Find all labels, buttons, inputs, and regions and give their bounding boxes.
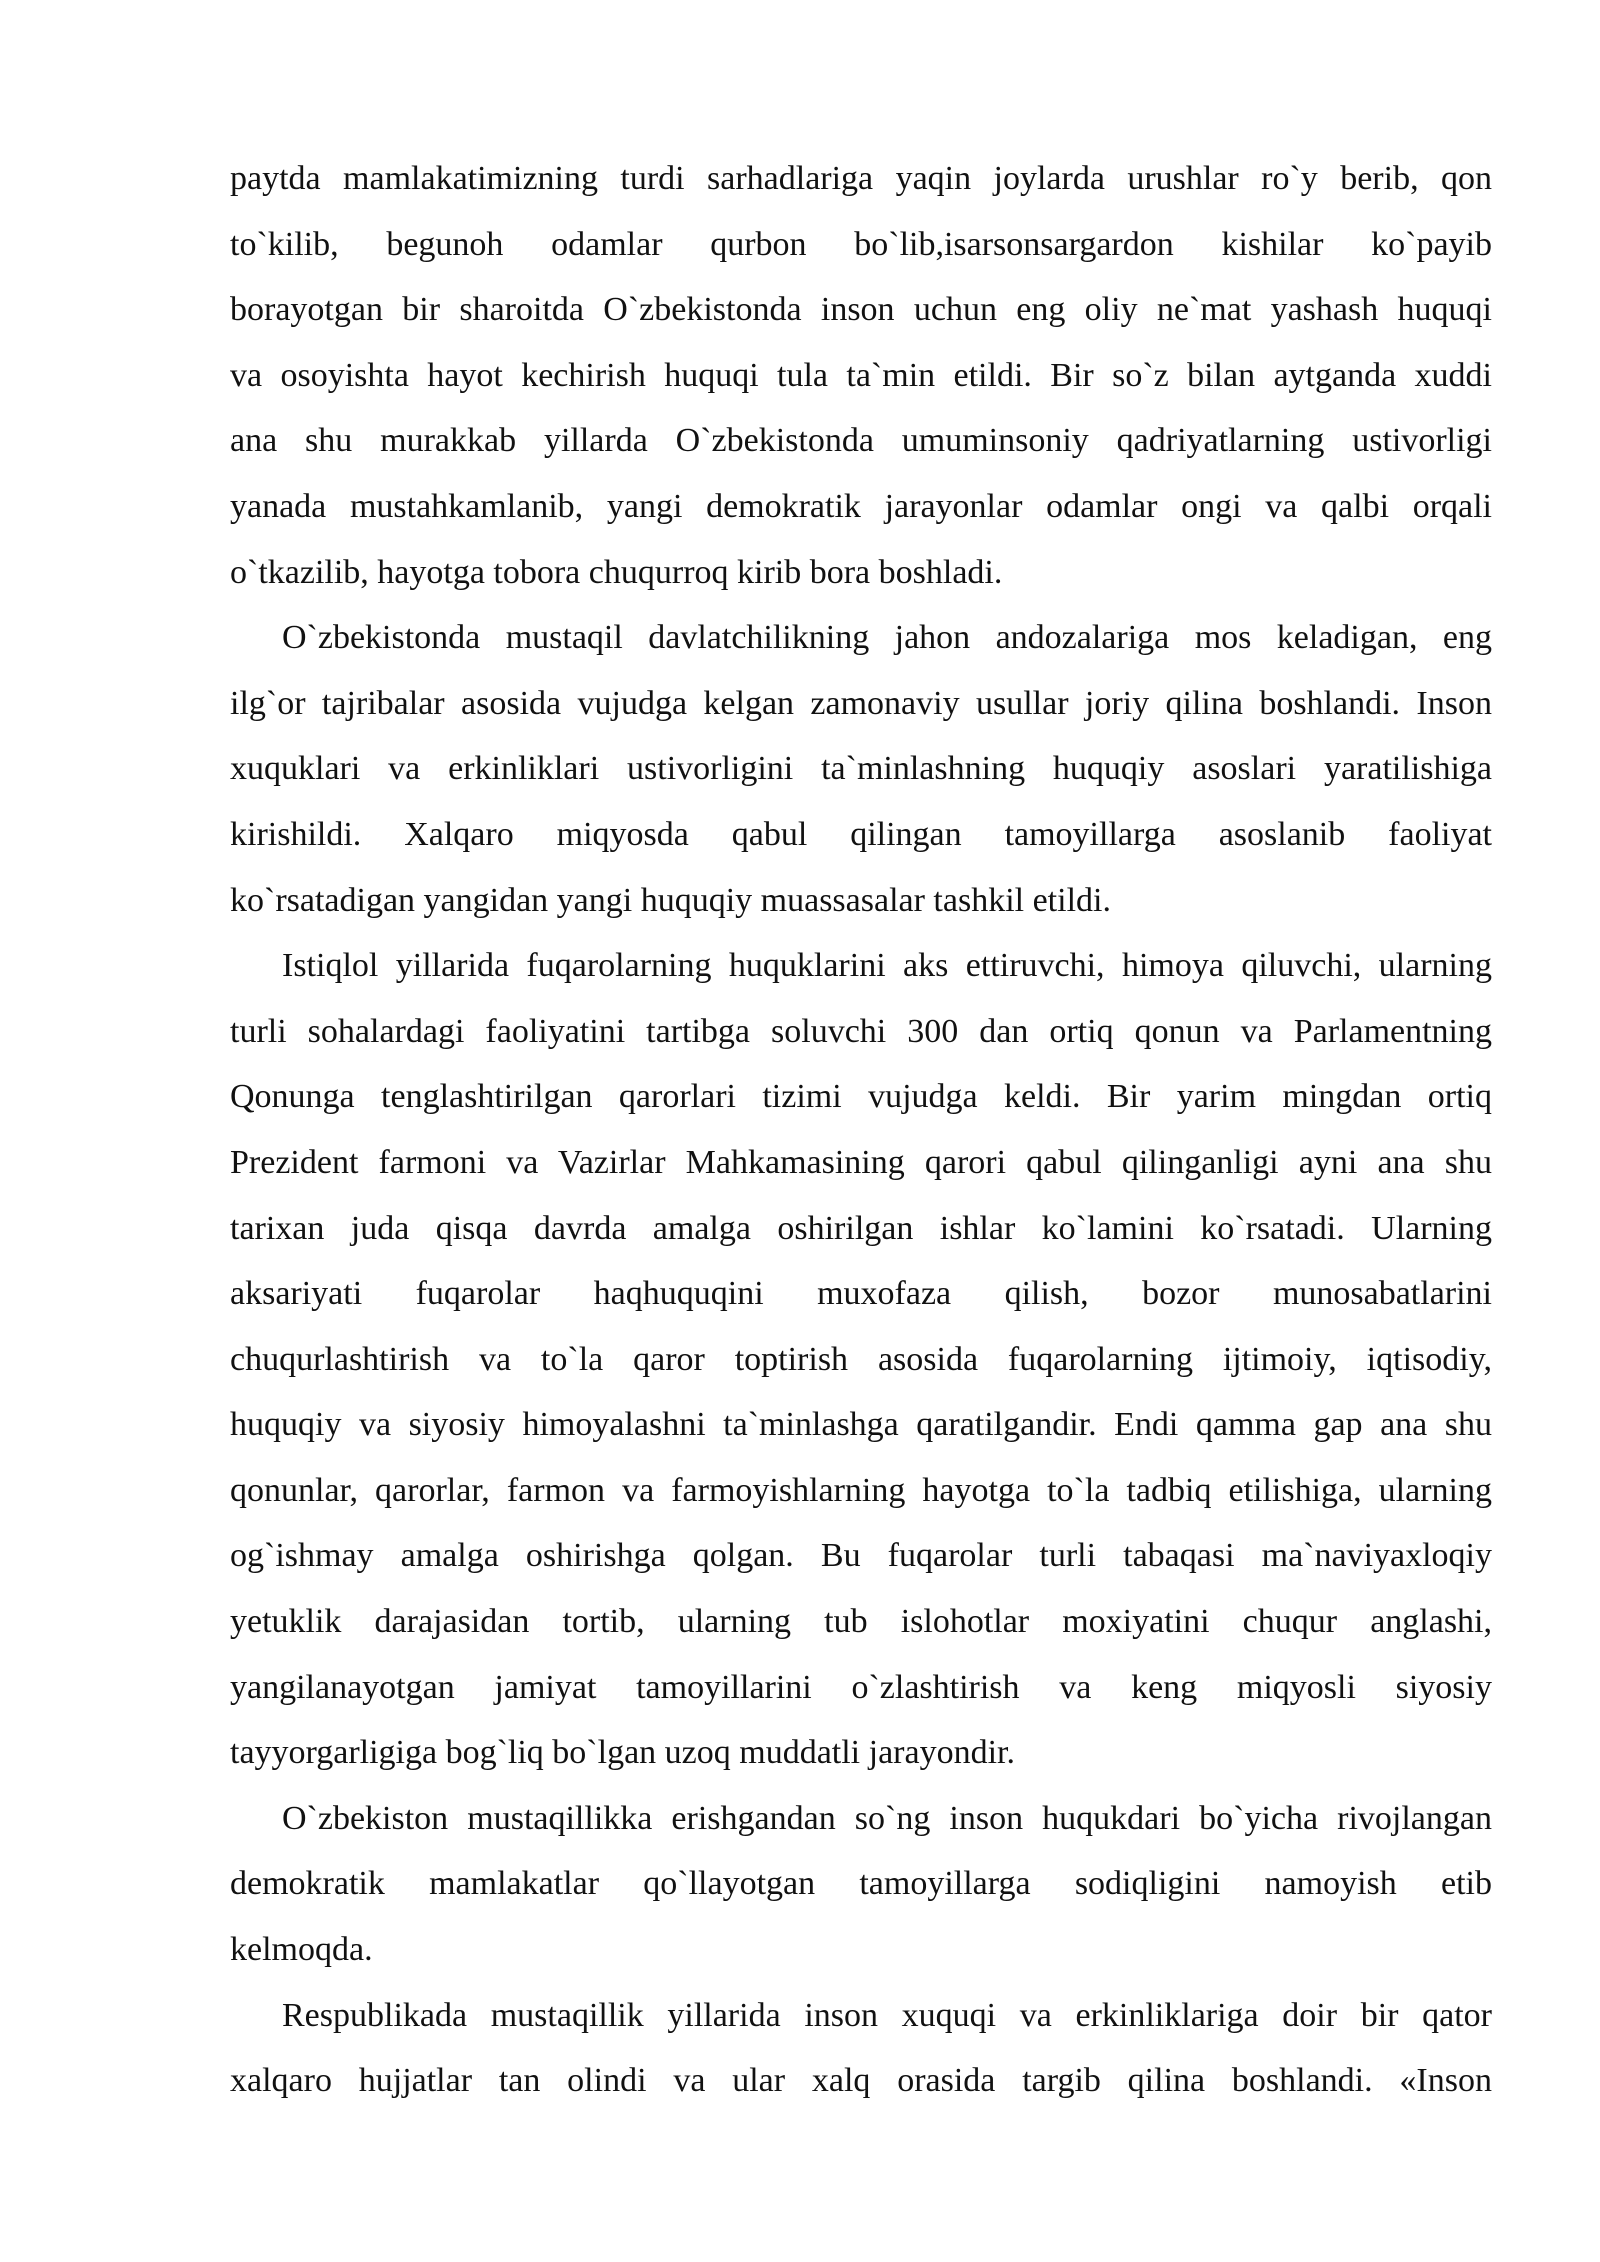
text-line: to`kilib, begunoh odamlar qurbon bo`lib,isarsonsargardon kishilar ko`payib: [230, 225, 1492, 263]
text-line: ko`rsatadigan yangidan yangi huquqiy muassasalar tashkil etildi.: [230, 881, 1111, 919]
text-line: kelmoqda.: [230, 1931, 373, 1969]
text-line: va osoyishta hayot kechirish huquqi tula ta`min etildi. Bir so`z bilan aytganda xuddi: [230, 356, 1492, 394]
text-line: borayotgan bir sharoitda O`zbekistonda inson uchun eng oliy ne`mat yashash huquqi: [230, 291, 1492, 329]
text-line: tarixan juda qisqa davrda amalga oshirilgan ishlar ko`lamini ko`rsatadi. Ularning: [230, 1209, 1492, 1247]
text-line: O`zbekistonda mustaqil davlatchilikning jahon andozalariga mos keladigan, eng: [282, 619, 1492, 657]
text-line: yetuklik darajasidan tortib, ularning tub islohotlar moxiyatini chuqur anglashi,: [230, 1603, 1492, 1641]
text-line: demokratik mamlakatlar qo`llayotgan tamoyillarga sodiqligini namoyish etib: [230, 1865, 1492, 1903]
paragraph: [230, 1983, 1492, 2114]
text-line: tayyorgarligiga bog`liq bo`lgan uzoq muddatli jarayondir.: [230, 1734, 1015, 1772]
text-line: Prezident farmoni va Vazirlar Mahkamasining qarori qabul qilinganligi ayni ana shu: [230, 1143, 1492, 1181]
text-line: xalqaro hujjatlar tan olindi va ular xalq orasida targib qilina boshlandi. «Inson: [230, 2062, 1492, 2100]
text-line: kirishildi. Xalqaro miqyosda qabul qilingan tamoyillarga asoslanib faoliyat: [230, 815, 1492, 853]
document-body: [230, 146, 1492, 2114]
paragraph: [230, 146, 1492, 605]
text-line: yangilanayotgan jamiyat tamoyillarini o`zlashtirish va keng miqyosli siyosiy: [230, 1668, 1492, 1706]
text-line: aksariyati fuqarolar haqhuquqini muxofaza qilish, bozor munosabatlarini: [230, 1275, 1492, 1313]
text-line: o`tkazilib, hayotga tobora chuqurroq kirib bora boshladi.: [230, 553, 1003, 591]
text-line: paytda mamlakatimizning turdi sarhadlariga yaqin joylarda urushlar ro`y berib, qon: [230, 160, 1492, 197]
text-line: Qonunga tenglashtirilgan qarorlari tizimi vujudga keldi. Bir yarim mingdan ortiq: [230, 1078, 1492, 1116]
paragraph: [230, 1786, 1492, 1983]
text-line: chuqurlashtirish va to`la qaror toptirish asosida fuqarolarning ijtimoiy, iqtisodiy,: [230, 1340, 1492, 1378]
paragraph: [230, 933, 1492, 1786]
text-line: qonunlar, qarorlar, farmon va farmoyishlarning hayotga to`la tadbiq etilishiga, ularning: [230, 1471, 1492, 1509]
text-line: huquqiy va siyosiy himoyalashni ta`minlashga qaratilgandir. Endi qamma gap ana shu: [230, 1406, 1492, 1444]
text-line: O`zbekiston mustaqillikka erishgandan so`ng inson huqukdari bo`yicha rivojlangan: [282, 1799, 1492, 1837]
paragraph: [230, 605, 1492, 933]
text-line: Istiqlol yillarida fuqarolarning huquklarini aks ettiruvchi, himoya qiluvchi, ularning: [282, 947, 1492, 985]
text-line: turli sohalardagi faoliyatini tartibga soluvchi 300 dan ortiq qonun va Parlamentning: [230, 1012, 1492, 1050]
text-line: ana shu murakkab yillarda O`zbekistonda umuminsoniy qadriyatlarning ustivorligi: [230, 422, 1492, 460]
text-line: Respublikada mustaqillik yillarida inson xuquqi va erkinliklariga doir bir qator: [282, 1996, 1492, 2034]
text-line: ilg`or tajribalar asosida vujudga kelgan zamonaviy usullar joriy qilina boshlandi. Inson: [230, 684, 1492, 722]
text-line: xuquklari va erkinliklari ustivorligini ta`minlashning huquqiy asoslari yaratilishiga: [230, 750, 1492, 788]
text-line: yanada mustahkamlanib, yangi demokratik jarayonlar odamlar ongi va qalbi orqali: [230, 487, 1492, 525]
text-line: og`ishmay amalga oshirishga qolgan. Bu fuqarolar turli tabaqasi ma`naviyaxloqiy: [230, 1537, 1492, 1575]
